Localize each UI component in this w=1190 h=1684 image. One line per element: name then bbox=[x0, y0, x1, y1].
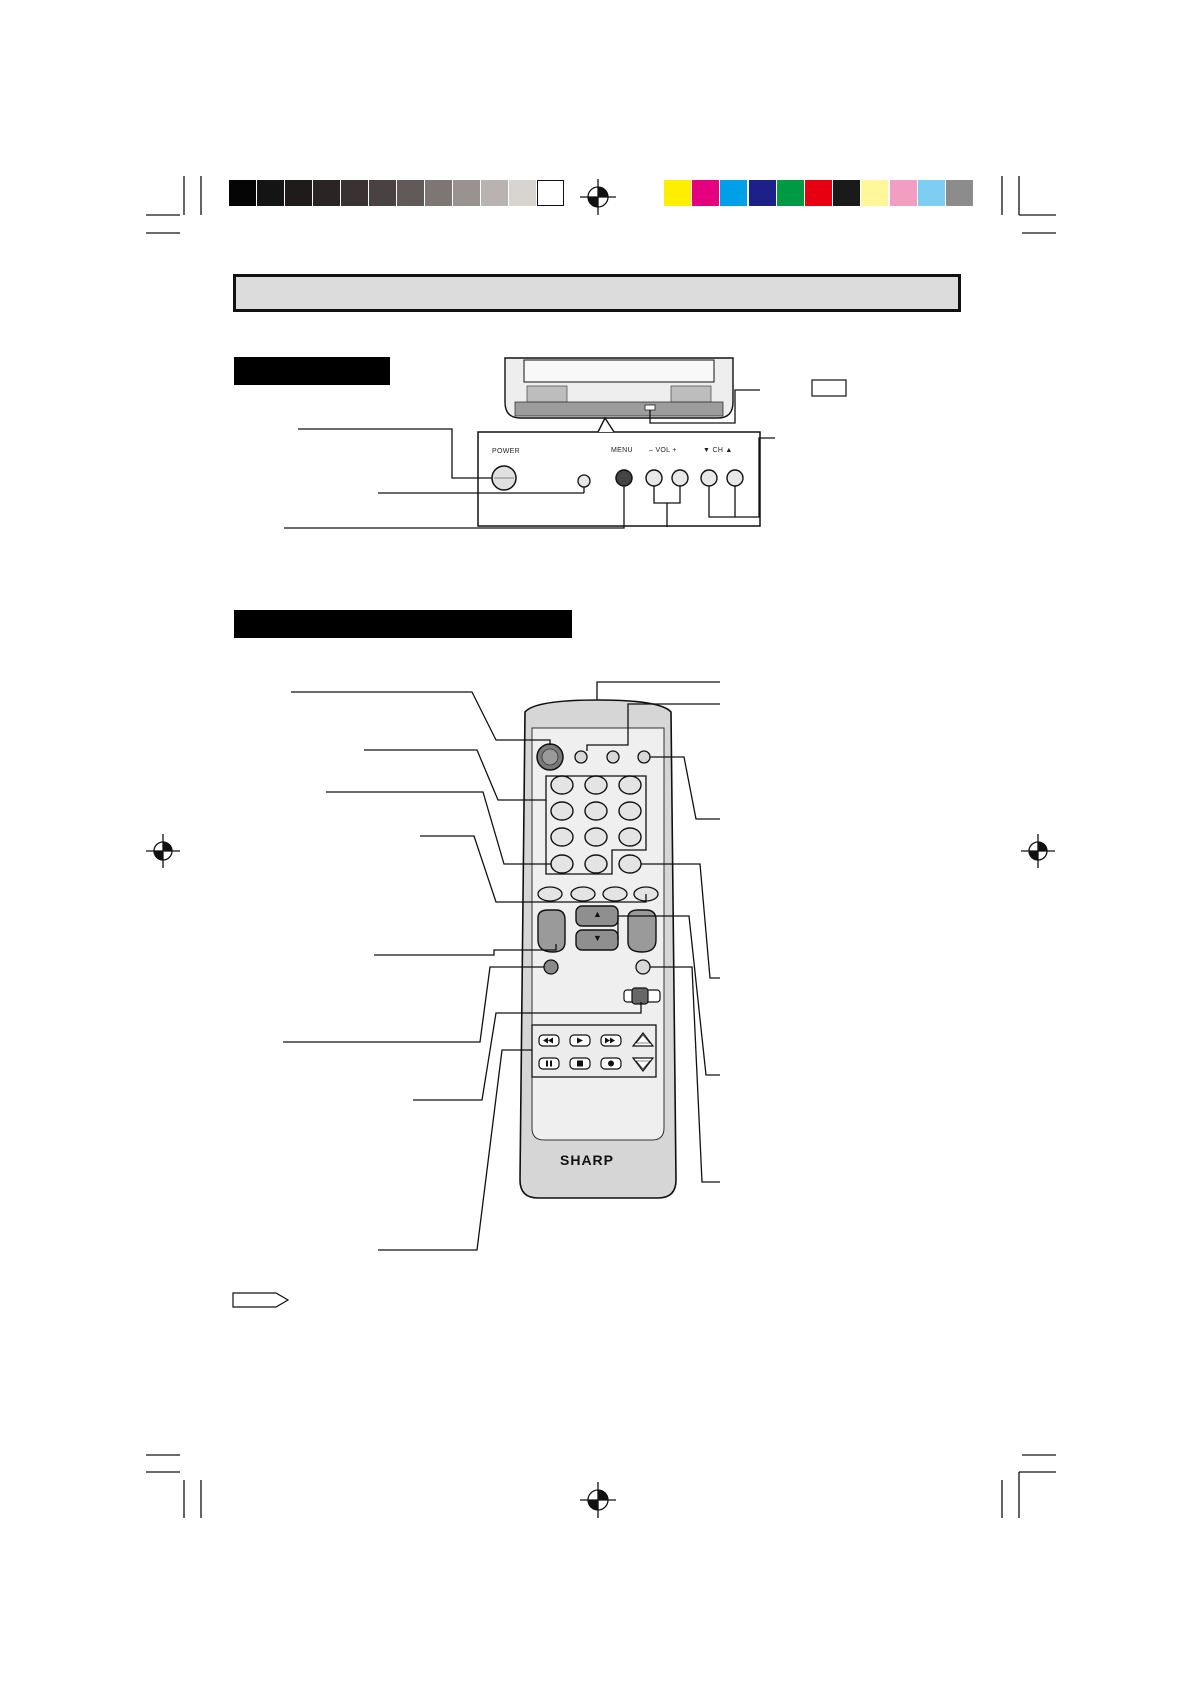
tv-menu-label: MENU bbox=[611, 447, 633, 454]
note-arrow-icon bbox=[232, 1291, 292, 1309]
remote-ch-down-icon: ▼ bbox=[593, 933, 602, 943]
tv-vol-label: – VOL + bbox=[649, 447, 677, 454]
tv-power-label: POWER bbox=[492, 448, 520, 455]
remote-ch-up-icon: ▲ bbox=[593, 909, 602, 919]
remote-sharp-logo: SHARP bbox=[560, 1152, 615, 1168]
tv-ch-label: ▼ CH ▲ bbox=[703, 447, 733, 454]
